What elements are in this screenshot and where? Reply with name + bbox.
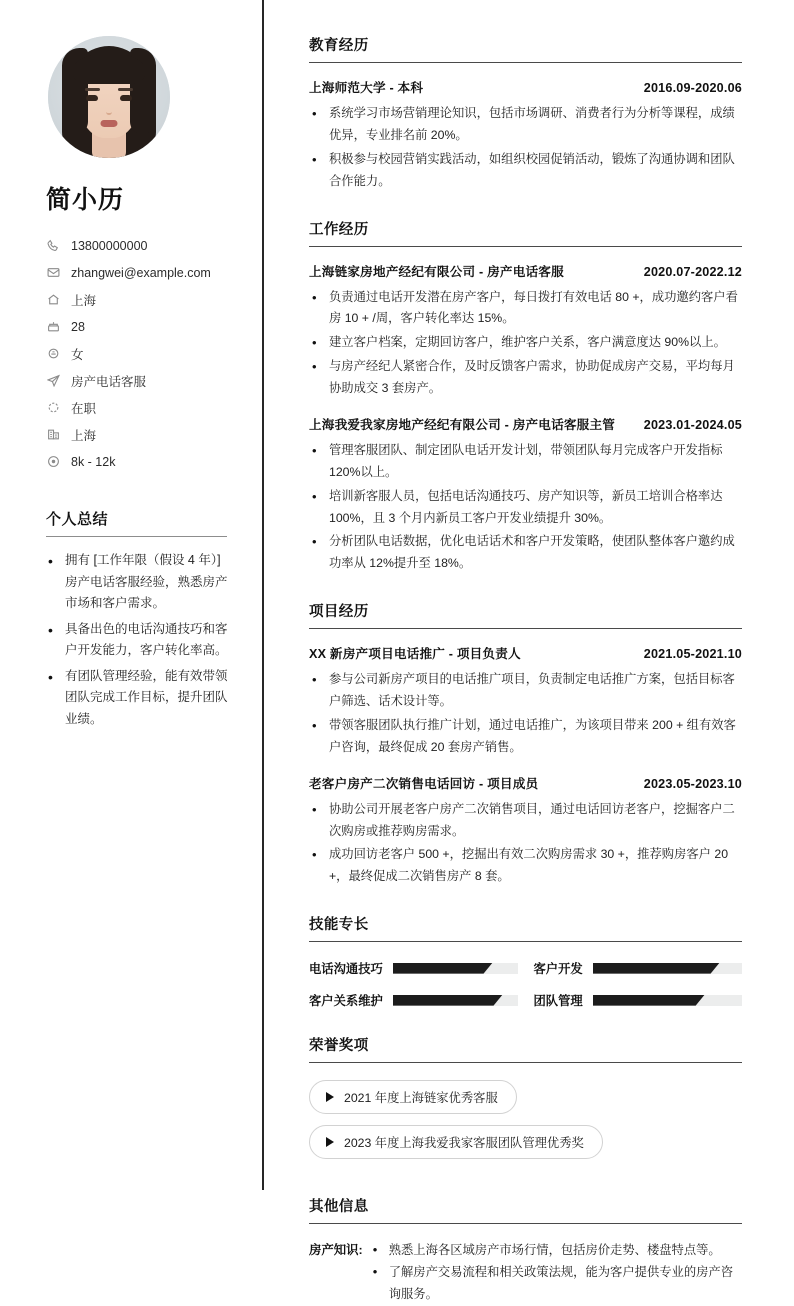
- entry-header: [309, 773, 742, 792]
- entry-title: 上海链家房地产经纪有限公司 - 房产电话客服: [309, 264, 564, 279]
- other-label: 房产知识:: [309, 1243, 363, 1258]
- skill-label: 团队管理: [533, 994, 583, 1009]
- list-item: • 与房产经纪人紧密合作，及时反馈客户需求，协助促成房产交易，平均每月协助成交 3 套房产。: [309, 356, 742, 400]
- phone-icon: [46, 239, 60, 253]
- contact-gender: [46, 340, 230, 367]
- contact-value: 28: [71, 319, 85, 334]
- main-column: [264, 0, 794, 1302]
- work-entry: [309, 261, 742, 400]
- list-item: • 积极参与校园营销实践活动，如组织校园促销活动，锻炼了沟通协调和团队合作能力。: [309, 149, 742, 193]
- entry-header: [309, 77, 742, 96]
- entry-date: 2023.01-2024.05: [643, 417, 742, 432]
- entry-date: 2023.05-2023.10: [643, 776, 742, 791]
- list-item: • 系统学习市场营销理论知识，包括市场调研、消费者行为分析等课程，成绩优异，专业排名前 20%。: [309, 103, 742, 147]
- contact-value: 13800000000: [71, 238, 148, 253]
- entry-header: [309, 643, 742, 662]
- avatar: [48, 36, 170, 158]
- skill-label: 电话沟通技巧: [309, 962, 383, 977]
- work-heading: 工作经历: [309, 218, 742, 247]
- entry-bullets: [309, 669, 742, 759]
- portrait-illustration: [48, 36, 170, 158]
- skill-item: [534, 959, 743, 977]
- contact-salary: [46, 448, 230, 475]
- skills-grid: [309, 959, 742, 1009]
- list-item: • 负责通过电话开发潜在房产客户，每日拨打有效电话 80 +，成功邀约客户看房 10 + /周，客户转化率达 15%。: [309, 287, 742, 331]
- skill-bar-track: [593, 963, 742, 974]
- skill-item: [534, 991, 743, 1009]
- triangle-right-icon: [326, 1137, 334, 1147]
- contact-position: [46, 367, 230, 394]
- skill-bar-fill: [593, 963, 720, 974]
- skill-bar-track: [393, 995, 518, 1006]
- list-item: • 熟悉上海各区域房产市场行情，包括房价走势、楼盘特点等。: [367, 1239, 742, 1261]
- contact-list: [46, 232, 230, 475]
- honor-label: 2021 年度上海链家优秀客服: [344, 1091, 498, 1106]
- building-icon: [46, 428, 60, 442]
- contact-value: 上海: [71, 293, 97, 308]
- contact-value: 8k - 12k: [71, 454, 116, 469]
- contact-value: 房产电话客服: [71, 374, 147, 389]
- list-item: • 拥有 [工作年限（假设 4 年）] 房产电话客服经验，熟悉房产市场和客户需求。: [46, 550, 232, 615]
- entry-title: 老客户房产二次销售电话回访 - 项目成员: [309, 776, 539, 791]
- skill-bar-fill: [393, 963, 493, 974]
- list-item: • 参与公司新房产项目的电话推广项目，负责制定电话推广方案，包括目标客户筛选、话术设计等。: [309, 669, 742, 713]
- section-personal-summary: [46, 508, 230, 730]
- entry-bullets: [309, 799, 742, 889]
- list-item: • 管理客服团队、制定团队电话开发计划，带领团队每月完成客户开发指标 120%以上。: [309, 440, 742, 484]
- envelope-icon: [46, 266, 60, 280]
- other-block: [309, 1239, 742, 1305]
- list-item: • 培训新客服人员，包括电话沟通技巧、房产知识等，新员工培训合格率达 100%，且 3 个月内新员工客户开发业绩提升 30%。: [309, 486, 742, 530]
- entry-date: 2020.07-2022.12: [643, 264, 742, 279]
- list-item: • 带领客服团队执行推广计划，通过电话推广，为该项目带来 200 + 组有效客户咨询，最终促成 20 套房产销售。: [309, 715, 742, 759]
- work-entry: [309, 414, 742, 575]
- page-title: 简小历: [46, 186, 125, 214]
- skill-bar-fill: [593, 995, 705, 1006]
- entry-title: 上海师范大学 - 本科: [309, 81, 424, 95]
- entry-title: 上海我爱我家房地产经纪有限公司 - 房产电话客服主管: [309, 417, 616, 432]
- entry-bullets: [309, 440, 742, 575]
- list-item: • 有团队管理经验，能有效带领团队完成工作目标，提升团队业绩。: [46, 666, 232, 731]
- skill-label: 客户关系维护: [309, 994, 383, 1009]
- paper-plane-icon: [46, 374, 60, 388]
- other-heading: 其他信息: [309, 1195, 742, 1224]
- honors-list: [309, 1080, 742, 1170]
- project-entry: [309, 773, 742, 889]
- honor-label: 2023 年度上海我爱我家客服团队管理优秀奖: [344, 1136, 584, 1151]
- contact-age: [46, 313, 230, 340]
- contact-value: 女: [71, 347, 84, 362]
- home-icon: [46, 293, 60, 307]
- education-entry: [309, 77, 742, 193]
- contact-value: zhangwei@example.com: [71, 265, 211, 280]
- honors-heading: 荣誉奖项: [309, 1034, 742, 1063]
- entry-title: XX 新房产项目电话推广 - 项目负责人: [309, 647, 521, 662]
- salary-icon: [46, 455, 60, 469]
- contact-value: 在职: [71, 401, 97, 416]
- age-icon: [46, 320, 60, 334]
- list-item: • 分析团队电话数据，优化电话话术和客户开发策略，使团队整体客户邀约成功率从 12%提升至 18%。: [309, 531, 742, 575]
- contact-email: [46, 259, 230, 286]
- section-skills: [309, 913, 742, 1009]
- education-heading: 教育经历: [309, 34, 742, 63]
- entry-bullets: [309, 103, 742, 193]
- list-item: • 建立客户档案，定期回访客户，维护客户关系，客户满意度达 90%以上。: [309, 332, 742, 354]
- summary-heading: 个人总结: [46, 508, 227, 537]
- list-item: • 具备出色的电话沟通技巧和客户开发能力，客户转化率高。: [46, 619, 232, 662]
- contact-location: [46, 286, 230, 313]
- skill-bar-fill: [393, 995, 503, 1006]
- honor-item[interactable]: [309, 1125, 603, 1159]
- sidebar: [0, 0, 264, 1228]
- list-item: • 了解房产交易流程和相关政策法规，能为客户提供专业的房产咨询服务。: [367, 1261, 742, 1305]
- triangle-right-icon: [326, 1092, 334, 1102]
- projects-heading: 项目经历: [309, 600, 742, 629]
- contact-phone: [46, 232, 230, 259]
- summary-list: [46, 550, 232, 730]
- status-circle-icon: [46, 401, 60, 415]
- skill-bar-track: [593, 995, 742, 1006]
- contact-value: 上海: [71, 428, 97, 443]
- skill-label: 客户开发: [533, 962, 583, 977]
- entry-header: [309, 414, 742, 433]
- section-other-info: [309, 1195, 742, 1305]
- skill-item: [309, 959, 518, 977]
- other-list: [367, 1239, 742, 1305]
- gender-icon: [46, 347, 60, 361]
- section-honors: [309, 1034, 742, 1170]
- list-item: • 协助公司开展老客户房产二次销售项目，通过电话回访老客户，挖掘客户二次购房或推荐购房需求。: [309, 799, 742, 843]
- skill-bar-track: [393, 963, 518, 974]
- skill-item: [309, 991, 518, 1009]
- contact-status: [46, 394, 230, 421]
- skills-heading: 技能专长: [309, 913, 742, 942]
- section-education: [309, 34, 742, 193]
- contact-city: [46, 421, 230, 448]
- honor-item[interactable]: [309, 1080, 517, 1114]
- entry-bullets: [309, 287, 742, 400]
- entry-date: 2016.09-2020.06: [643, 81, 742, 95]
- section-work-experience: [309, 218, 742, 576]
- section-projects: [309, 600, 742, 888]
- entry-date: 2021.05-2021.10: [643, 647, 742, 662]
- list-item: • 成功回访老客户 500 +，挖掘出有效二次购房需求 30 +，推荐购房客户 20 +，最终促成二次销售房产 8 套。: [309, 844, 742, 888]
- project-entry: [309, 643, 742, 759]
- entry-header: [309, 261, 742, 280]
